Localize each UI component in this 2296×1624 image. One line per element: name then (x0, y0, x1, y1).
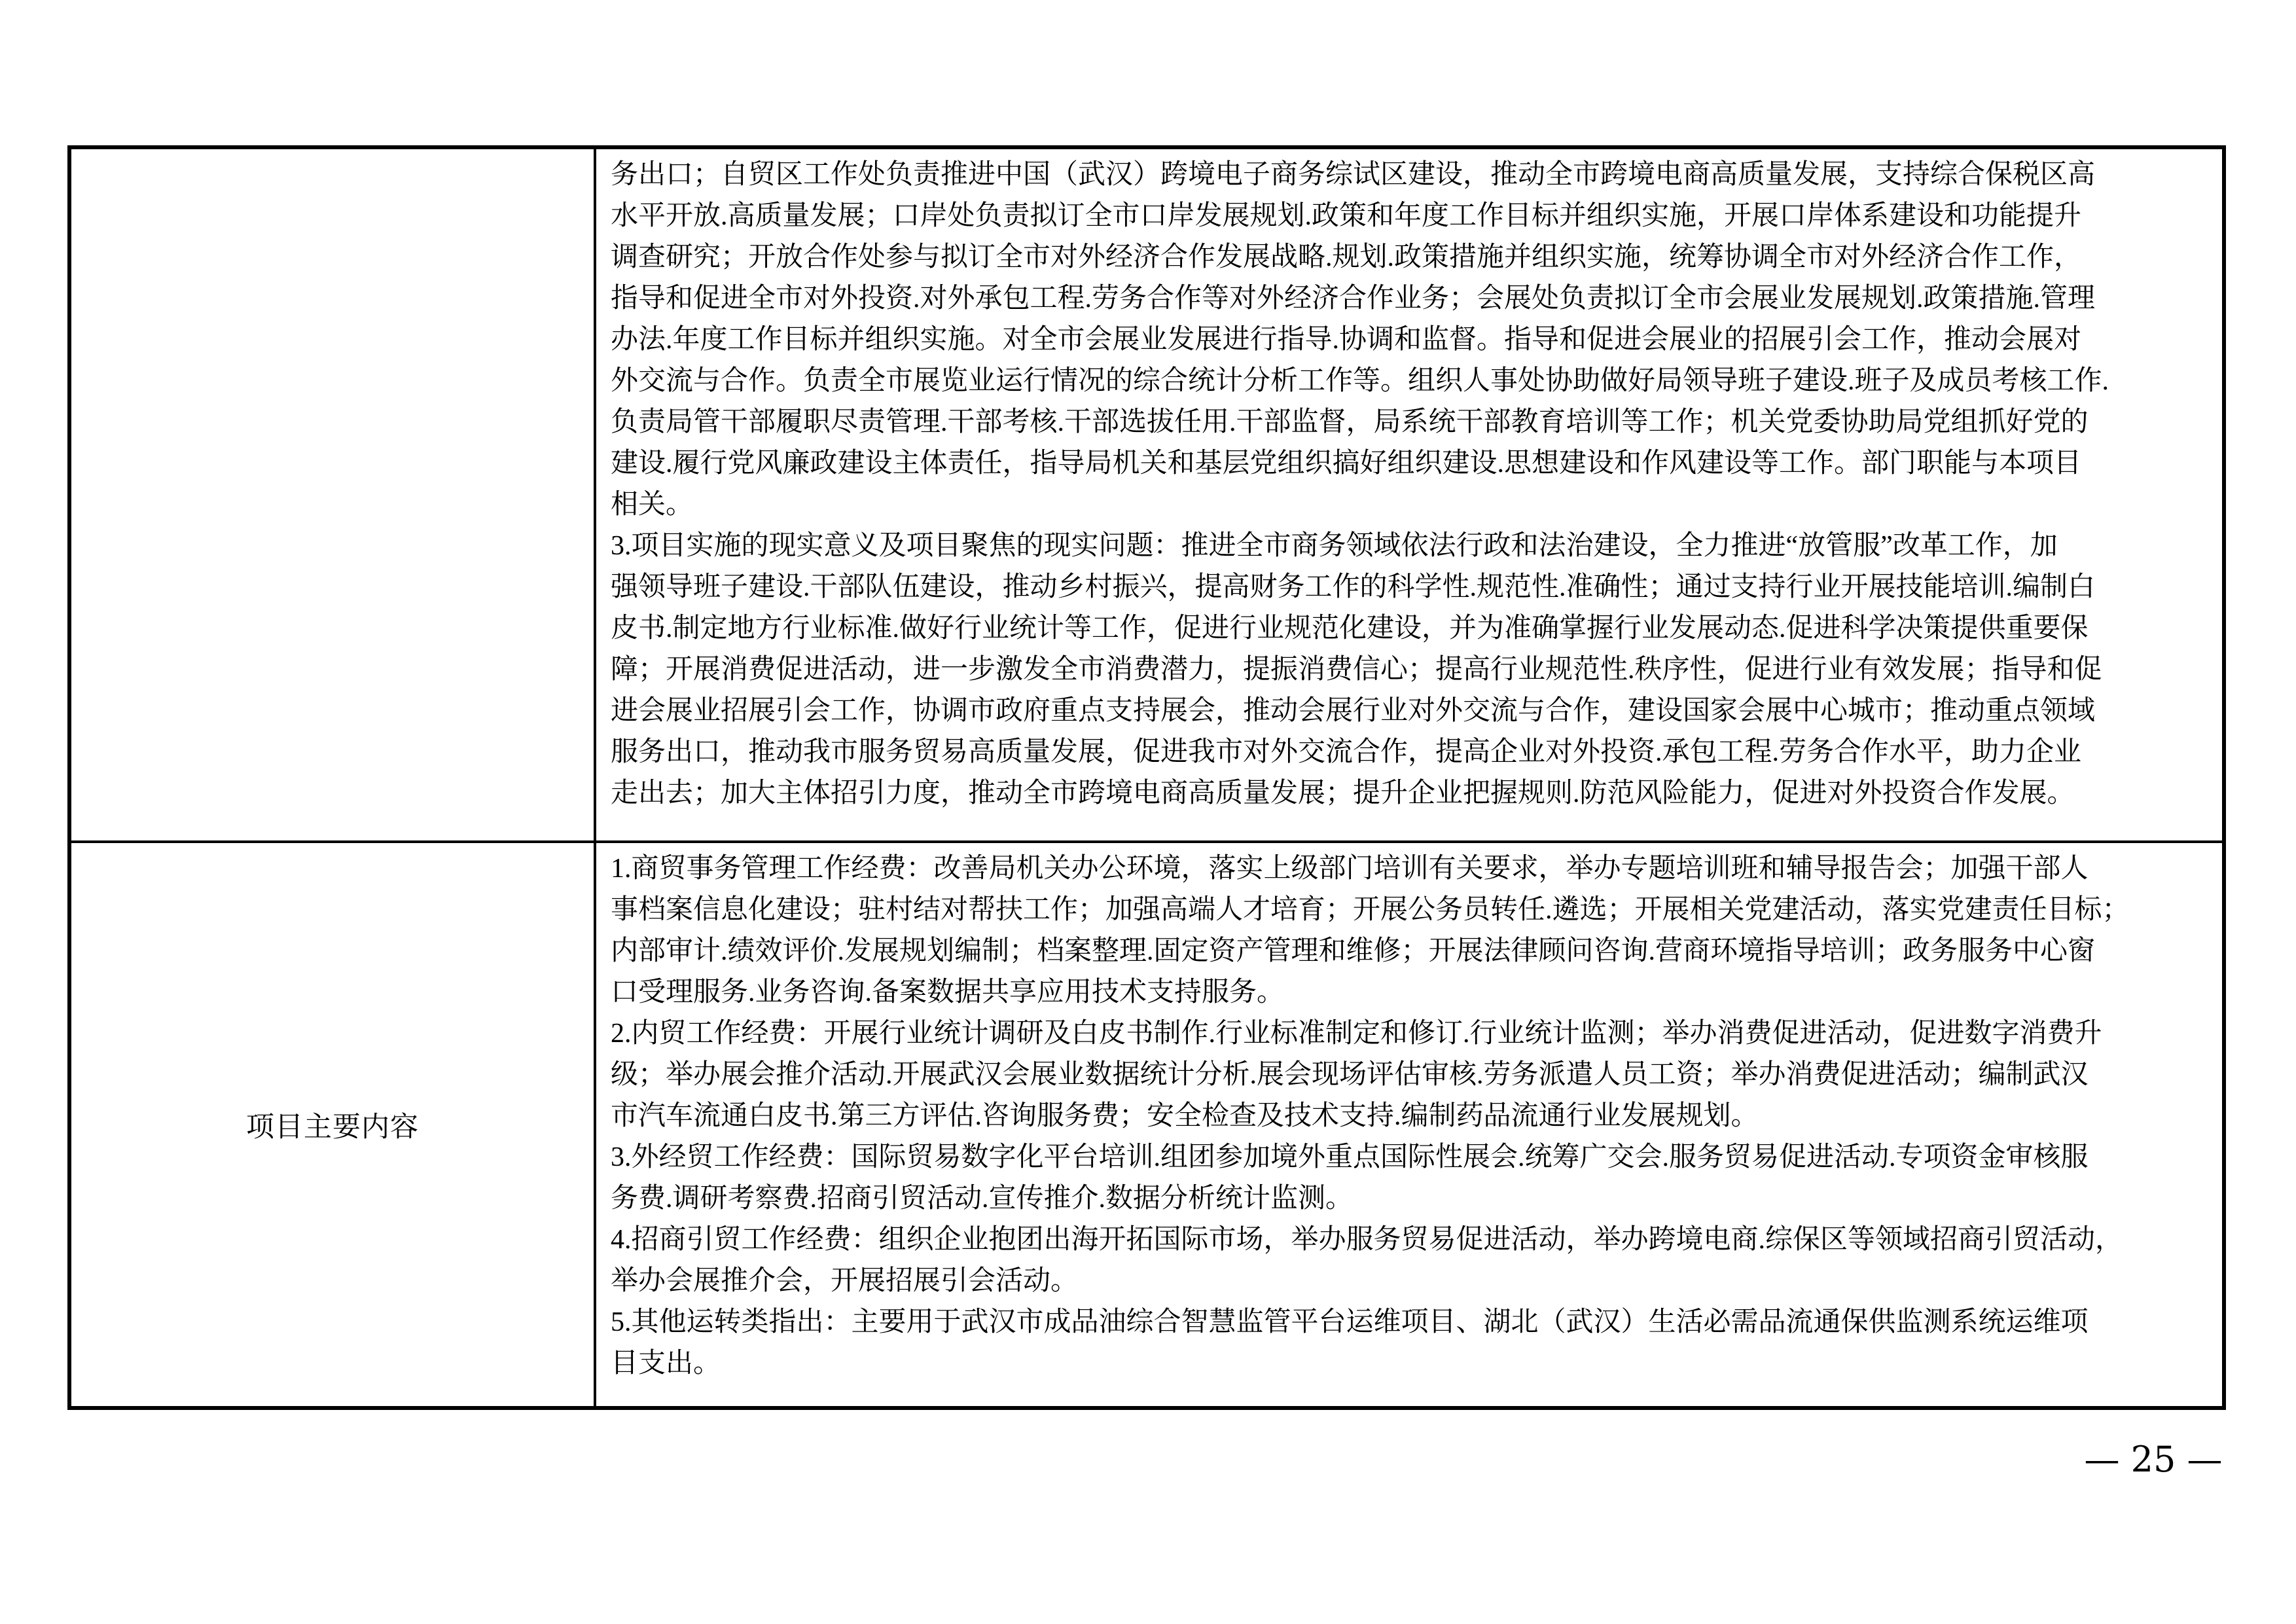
content-line: 走出去；加大主体招引力度，推动全市跨境电商高质量发展；提升企业把握规则.防范风险能力，促进对外投资合作发展。 (611, 778, 2075, 808)
content-line: 1.商贸事务管理工作经费：改善局机关办公环境，落实上级部门培训有关要求，举办专题培训班和辅导报告会；加强干部人 (611, 854, 2089, 884)
content-line: 水平开放.高质量发展；口岸处负责拟订全市口岸发展规划.政策和年度工作目标并组织实施，开展口岸体系建设和功能提升 (611, 201, 2082, 231)
content-line: 建设.履行党风廉政建设主体责任，指导局机关和基层党组织搞好组织建设.思想建设和作风建设等工作。部门职能与本项目 (611, 448, 2082, 478)
content-line: 进会展业招展引会工作，协调市政府重点支持展会，推动会展行业对外交流与合作，建设国家会展中心城市；推动重点领域 (611, 696, 2096, 726)
row1-label-cell (71, 149, 596, 843)
content-line: 务费.调研考察费.招商引贸活动.宣传推介.数据分析统计监测。 (611, 1183, 1354, 1214)
content-line: 负责局管干部履职尽责管理.干部考核.干部选拔任用.干部监督，局系统干部教育培训等工作；机关党委协助局党组抓好党的 (611, 407, 2089, 437)
content-line: 指导和促进全市对外投资.对外承包工程.劳务合作等对外经济合作业务；会展处负责拟订全市会展业发展规划.政策措施.管理 (611, 283, 2096, 314)
content-line: 目支出。 (611, 1348, 721, 1379)
content-line: 皮书.制定地方行业标准.做好行业统计等工作，促进行业规范化建设，并为准确掌握行业发展动态.促进科学决策提供重要保 (611, 613, 2089, 643)
content-line: 内部审计.绩效评价.发展规划编制；档案整理.固定资产管理和维修；开展法律顾问咨询.营商环境指导培训；政务服务中心窗 (611, 936, 2096, 966)
content-line: 4.招商引贸工作经费：组织企业抱团出海开拓国际市场，举办服务贸易促进活动，举办跨境电商.综保区等领域招商引贸活动， (611, 1225, 2123, 1255)
content-line: 调查研究；开放合作处参与拟订全市对外经济合作发展战略.规划.政策措施并组织实施，统筹协调全市对外经济合作工作， (611, 242, 2082, 272)
content-line: 3.外经贸工作经费：国际贸易数字化平台培训.组团参加境外重点国际性展会.统筹广交会.服务贸易促进活动.专项资金审核服 (611, 1142, 2089, 1172)
content-line: 举办会展推介会，开展招展引会活动。 (611, 1266, 1079, 1296)
content-line: 2.内贸工作经费：开展行业统计调研及白皮书制作.行业标准制定和修订.行业统计监测；举办消费促进活动，促进数字消费升 (611, 1019, 2102, 1049)
content-line: 服务出口，推动我市服务贸易高质量发展，促进我市对外交流合作，提高企业对外投资.承包工程.劳务合作水平，助力企业 (611, 737, 2082, 767)
content-line: 强领导班子建设.干部队伍建设，推动乡村振兴，提高财务工作的科学性.规范性.准确性；通过支持行业开展技能培训.编制白 (611, 572, 2096, 602)
row2-label: 项目主要内容 (246, 1111, 419, 1143)
project-content-table (67, 145, 2226, 1410)
content-line: 相关。 (611, 490, 694, 520)
page-number: — 25 — (2084, 1439, 2223, 1480)
content-line: 外交流与合作。负责全市展览业运行情况的综合统计分析工作等。组织人事处协助做好局领导班子建设.班子及成员考核工作. (611, 366, 2109, 396)
content-line: 办法.年度工作目标并组织实施。对全市会展业发展进行指导.协调和监督。指导和促进会展业的招展引会工作，推动会展对 (611, 325, 2082, 355)
content-line: 务出口；自贸区工作处负责推进中国（武汉）跨境电子商务综试区建设，推动全市跨境电商高质量发展，支持综合保税区高 (611, 160, 2096, 190)
content-line: 市汽车流通白皮书.第三方评估.咨询服务费；安全检查及技术支持.编制药品流通行业发展规划。 (611, 1101, 1759, 1131)
content-line: 3.项目实施的现实意义及项目聚焦的现实问题：推进全市商务领域依法行政和法治建设，全力推进“放管服”改革工作，加 (611, 531, 2058, 561)
content-line: 5.其他运转类指出：主要用于武汉市成品油综合智慧监管平台运维项目、湖北（武汉）生活必需品流通保供监测系统运维项 (611, 1307, 2089, 1337)
content-line: 级；举办展会推介活动.开展武汉会展业数据统计分析.展会现场评估审核.劳务派遣人员工资；举办消费促进活动；编制武汉 (611, 1060, 2089, 1090)
row1-content-cell (596, 149, 2222, 843)
content-line: 事档案信息化建设；驻村结对帮扶工作；加强高端人才培育；开展公务员转任.遴选；开展相关党建活动，落实党建责任目标； (611, 895, 2130, 925)
content-line: 障；开展消费促进活动，进一步激发全市消费潜力，提振消费信心；提高行业规范性.秩序性，促进行业有效发展；指导和促 (611, 655, 2102, 685)
row2-content-cell (596, 843, 2222, 1406)
content-line: 口受理服务.业务咨询.备案数据共享应用技术支持服务。 (611, 977, 1285, 1007)
row2-label-cell (71, 843, 596, 1406)
